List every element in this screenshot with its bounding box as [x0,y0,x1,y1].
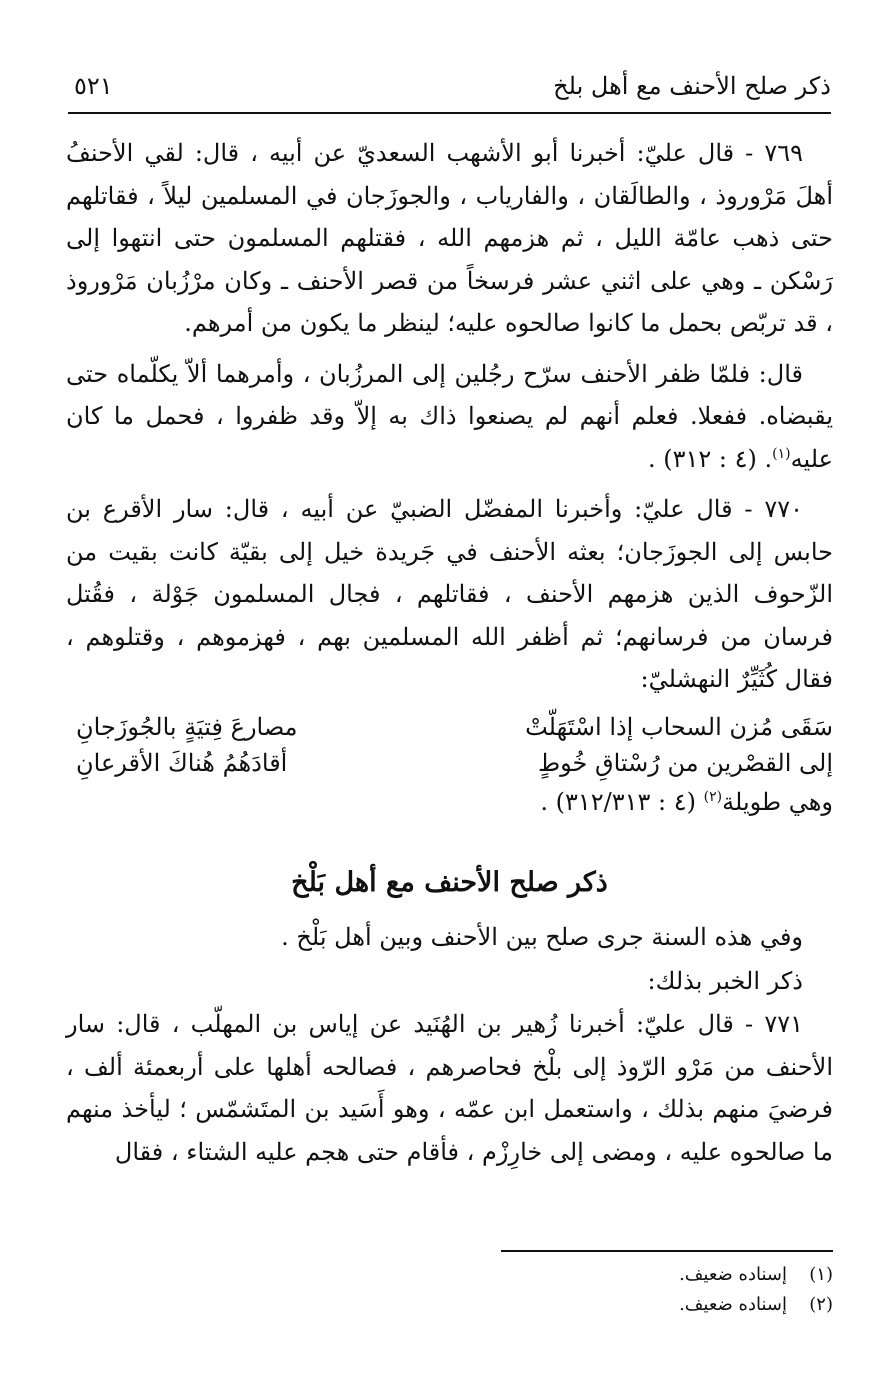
footnote-number: (١) [809,1264,833,1285]
paragraph-769-citation: . (٤ : ٣١٢) . [648,444,773,473]
verse-line [66,709,833,745]
verse-remark-citation: (٤ : ٣١٢/٣١٣) . [540,787,704,816]
page-body [66,132,833,1181]
paragraph-770: ٧٧٠ - قال عليّ: وأخبرنا المفضّل الضبيّ عن أبيه ، قال: سار الأقرع بن حابس إلى الجوزَجان؛ بعثه الأحنف في جَريدة خيل إلى بقيّة كانت بقيت من الزّحوف الذين هزمهم الأحنف ، فقاتلهم ، فجال المسلمون جَوْلة ، فقُتل فرسان من فرسانهم؛ ثم أظفر الله المسلمين بهم ، فهزموهم ، وقتلوهم ، فقال كُثَيِّرٌ النهشليّ: [66,495,833,693]
paragraph-769-continued [66,353,833,481]
verse-second-hemistich: مصارعَ فِتيَةٍ بالجُوزَجانِ [76,712,298,741]
page-number: ٥٢١ [74,72,113,100]
footnote-number: (٢) [809,1294,833,1315]
section-intro-line: وفي هذه السنة جرى صلح بين الأحنف وبين أهل بَلْخ . [281,923,803,951]
verse-first-hemistich: سَقَى مُزن السحاب إذا اسْتَهَلّتْ [525,712,833,741]
footnotes [500,1260,833,1320]
footnote-text: إسناده ضعيف. [679,1294,787,1315]
footnote-text: إسناده ضعيف. [679,1264,787,1285]
footnote-separator [501,1250,833,1252]
verse-remark-text: وهي طويلة [722,787,833,816]
poem-verses [66,709,833,781]
footnote-ref-1[interactable]: (١) [772,445,791,462]
footnote-item [500,1260,833,1290]
footnote-ref-2[interactable]: (٢) [703,788,723,805]
paragraph-769: ٧٦٩ - قال عليّ: أخبرنا أبو الأشهب السعديّ عن أبيه ، قال: لقي الأحنفُ أهلَ مَرْوروذ ، والطالَقان ، والفارياب ، والجوزَجان في المسلمين ليلاً ، فقاتلهم حتى ذهب عامّة الليل ، ثم هزمهم الله ، فقتلهم المسلمون حتى انتهوا إلى رَسْكن ـ وهي على اثني عشر فرسخاً من قصر الأحنف ـ وكان مرْزُبان مَرْوروذ ، قد تربّص بحمل ما كانوا صالحوه عليه؛ لينظر ما يكون من أمرهم. [66,139,833,337]
verse-remark [66,781,833,824]
verse-second-hemistich: أقادَهُمُ هُناكَ الأقرعانِ [76,748,288,777]
paragraph-769-continued-text: قال: فلمّا ظفر الأحنف سرّح رجُلين إلى المرزُبان ، وأمرهما ألاّ يكلّماه حتى يقبضاه. ففعلا. فعلم أنهم لم يصنعوا ذاك به إلاّ وقد ظفروا ، فحمل ما كان عليه [66,359,833,473]
section-subheading: ذكر الخبر بذلك: [647,967,803,995]
footnote-item [500,1290,833,1320]
verse-first-hemistich: إلى القصْرين من رُسْتاقِ خُوطٍ [537,748,833,777]
paragraph-771: ٧٧١ - قال عليّ: أخبرنا زُهير بن الهُنَيد عن إياس بن المهلّب ، قال: سار الأحنف من مَرْو الرّوذ إلى بلْخ فحاصرهم ، فصالحه أهلها على أربعمئة ألف ، فرضيَ منهم بذلك ، واستعمل ابن عمّه ، وهو أَسَيد بن المتَشمّس ؛ ليأخذ منهم ما صالحوه عليه ، ومضى إلى خارِزْم ، فأقام حتى هجم عليه الشتاء ، فقال [66,1010,833,1166]
header-title: ذكر صلح الأحنف مع أهل بلخ [553,72,831,100]
section-heading: ذكر صلح الأحنف مع أهل بَلْخ [291,867,608,898]
running-header [68,66,831,114]
verse-line [66,745,833,781]
